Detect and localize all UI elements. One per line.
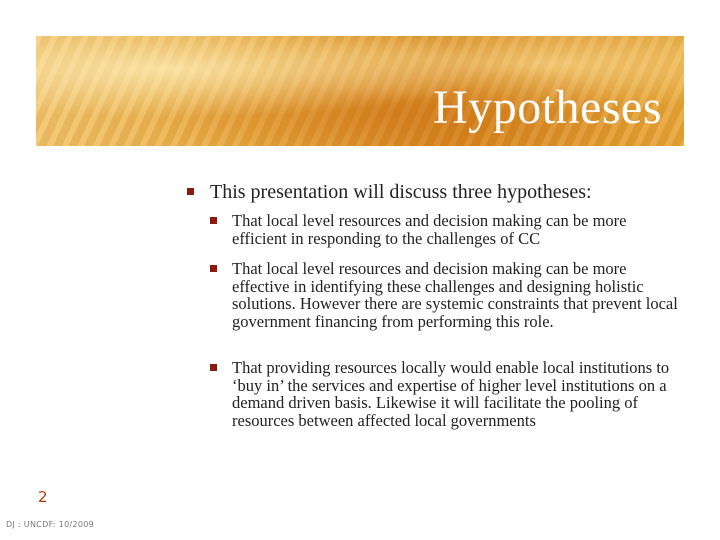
footer-text: DJ : UNCDF: 10/2009 bbox=[6, 520, 95, 529]
bullet-square-icon bbox=[210, 364, 217, 371]
title-banner bbox=[36, 36, 684, 146]
page-number: 2 bbox=[38, 488, 48, 506]
intro-text: This presentation will discuss three hypotheses: bbox=[210, 181, 592, 203]
list-item-3: That providing resources locally would enable local institutions to ‘buy in’ the services and expertise of higher level institutions on a demand driven basis. Likewise it will facilitate the pooling of resources between affected local governments bbox=[232, 358, 670, 430]
bullet-square-icon bbox=[210, 217, 217, 224]
bullet-square-icon bbox=[187, 188, 194, 195]
slide-title: Hypotheses bbox=[433, 81, 662, 134]
bullet-square-icon bbox=[210, 265, 217, 272]
list-item-1: That local level resources and decision making can be more efficient in responding to the challenges of CC bbox=[232, 211, 627, 248]
list-item-2: That local level resources and decision making can be more effective in identifying these challenges and designing holistic solutions. However there are systemic constraints that prevent local government financing from performing this role. bbox=[232, 259, 678, 331]
